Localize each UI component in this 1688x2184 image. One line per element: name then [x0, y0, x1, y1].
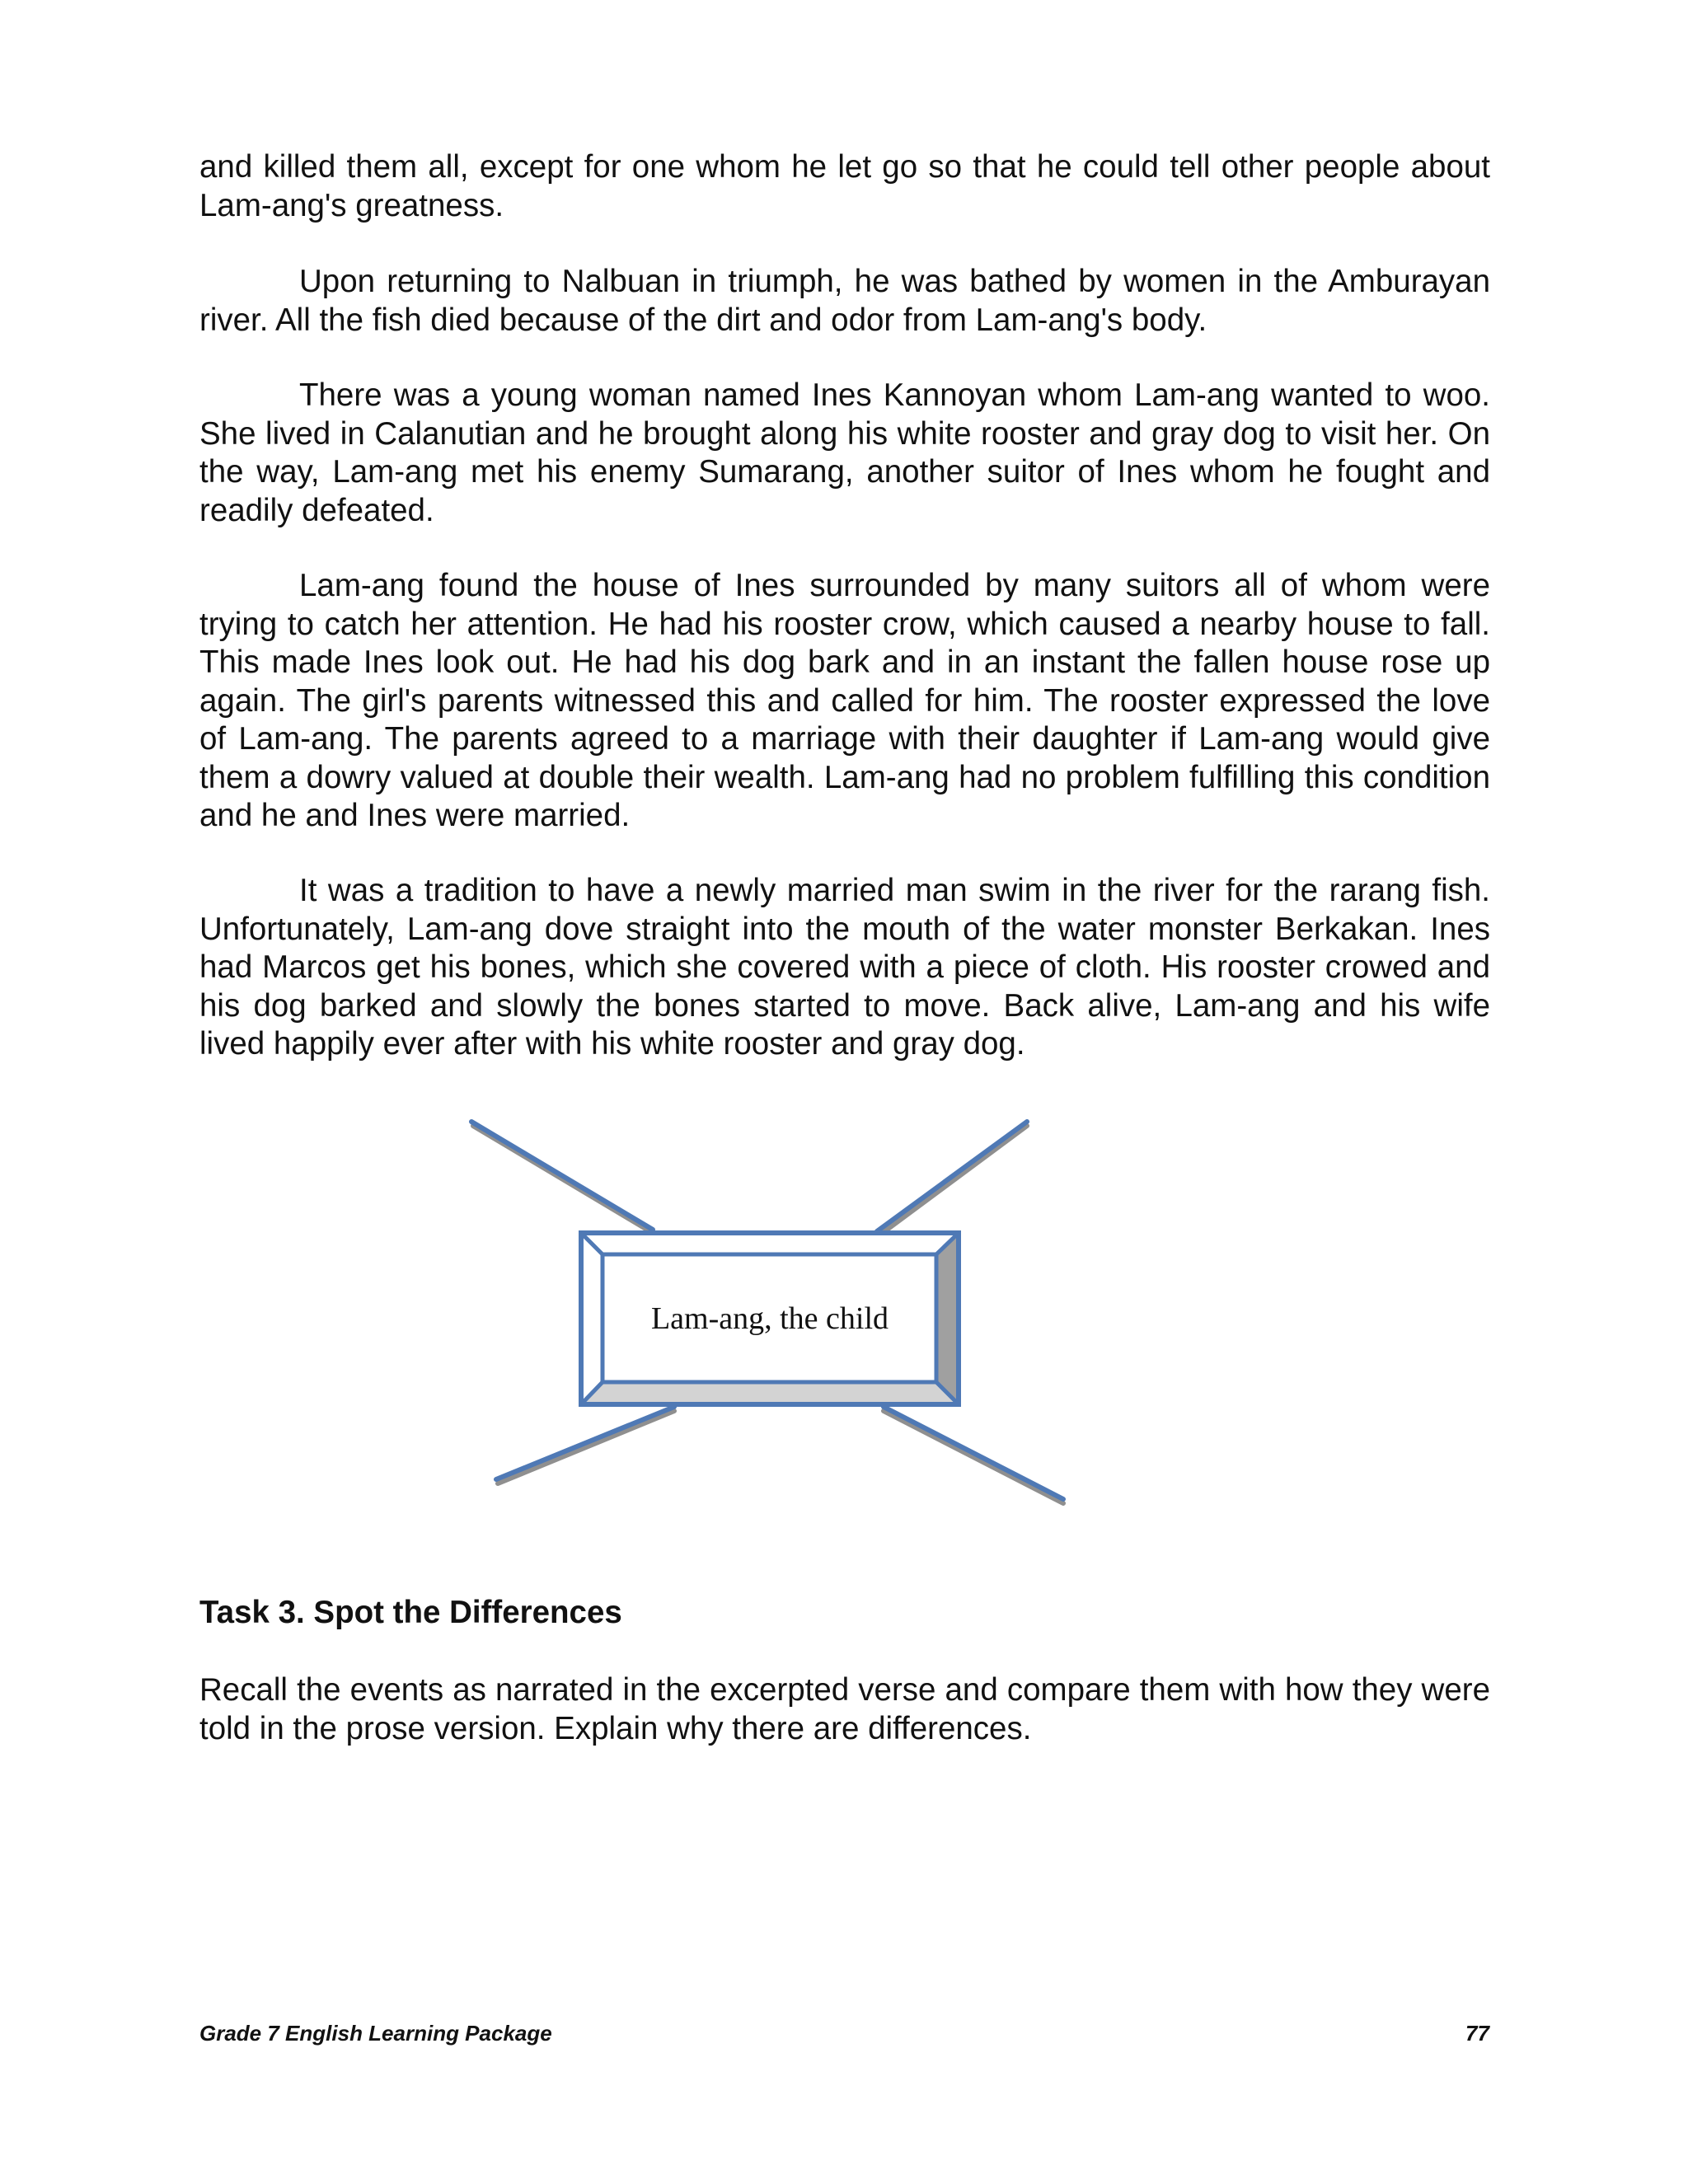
page-number: 77: [1465, 2021, 1489, 2046]
spoke-shadow-top-right: [880, 1126, 1027, 1235]
spoke-shadow-bottom-right: [884, 1411, 1063, 1503]
spoke-top-right: [877, 1122, 1027, 1231]
paragraph-2: Upon returning to Nalbuan in triumph, he was bathed by women in the Amburayan river. All the fish died because of the dirt and odor from Lam-ang's body.: [199, 264, 1490, 338]
bevel-left: [581, 1233, 603, 1404]
bevel-bottom: [581, 1382, 959, 1404]
paragraph-5: It was a tradition to have a newly married man swim in the river for the rarang fish. Unfortunately, Lam-ang dove straight into the mouth of the water monster Berkakan. Ines had Marcos get his bones, which she covered with a piece of cloth. His rooster crowed and his dog barked and slowly the bones started to move. Back alive, Lam-ang and his wife lived happily ever after with his white rooster and gray dog.: [199, 873, 1490, 1062]
spoke-shadow-bottom-left: [498, 1411, 674, 1483]
paragraph-3: There was a young woman named Ines Kannoyan whom Lam-ang wanted to woo. She lived in Calanutian and he brought along his white rooster and gray dog to visit her. On the way, Lam-ang met his enemy Sumarang, another suitor of Ines whom he fought and readily defeated.: [199, 377, 1490, 528]
spoke-top-left: [471, 1122, 653, 1230]
task-instruction: Recall the events as narrated in the excerpted verse and compare them with how they were told in the prose version. Explain why there are differences.: [199, 1672, 1490, 1746]
center-label: Lam-ang, the child: [650, 1301, 889, 1336]
paragraph-4: Lam-ang found the house of Ines surrounded by many suitors all of whom were trying to catch her attention. He had his rooster crow, which caused a nearby house to fall. This made Ines look out. He had his dog bark and in an instant the fallen house rose up again. The girl's parents witnessed this and called for him. The rooster expressed the love of Lam-ang. The parents agreed to a marriage with their daughter if Lam-ang would give them a dowry valued at double their wealth. Lam-ang had no problem fulfilling this condition and he and Ines were married.: [199, 568, 1490, 833]
task-heading: Task 3. Spot the Differences: [199, 1595, 622, 1630]
bevel-top: [581, 1233, 959, 1254]
center-box: [581, 1233, 959, 1404]
spoke-bottom-left: [496, 1407, 674, 1479]
paragraph-1: and killed them all, except for one whom he let go so that he could tell other people about Lam-ang's greatness.: [199, 149, 1490, 223]
spoke-shadow-top-left: [473, 1126, 653, 1233]
footer-title: Grade 7 English Learning Package: [199, 2021, 552, 2046]
spoke-bottom-right: [884, 1407, 1063, 1499]
bevel-right: [936, 1233, 959, 1404]
